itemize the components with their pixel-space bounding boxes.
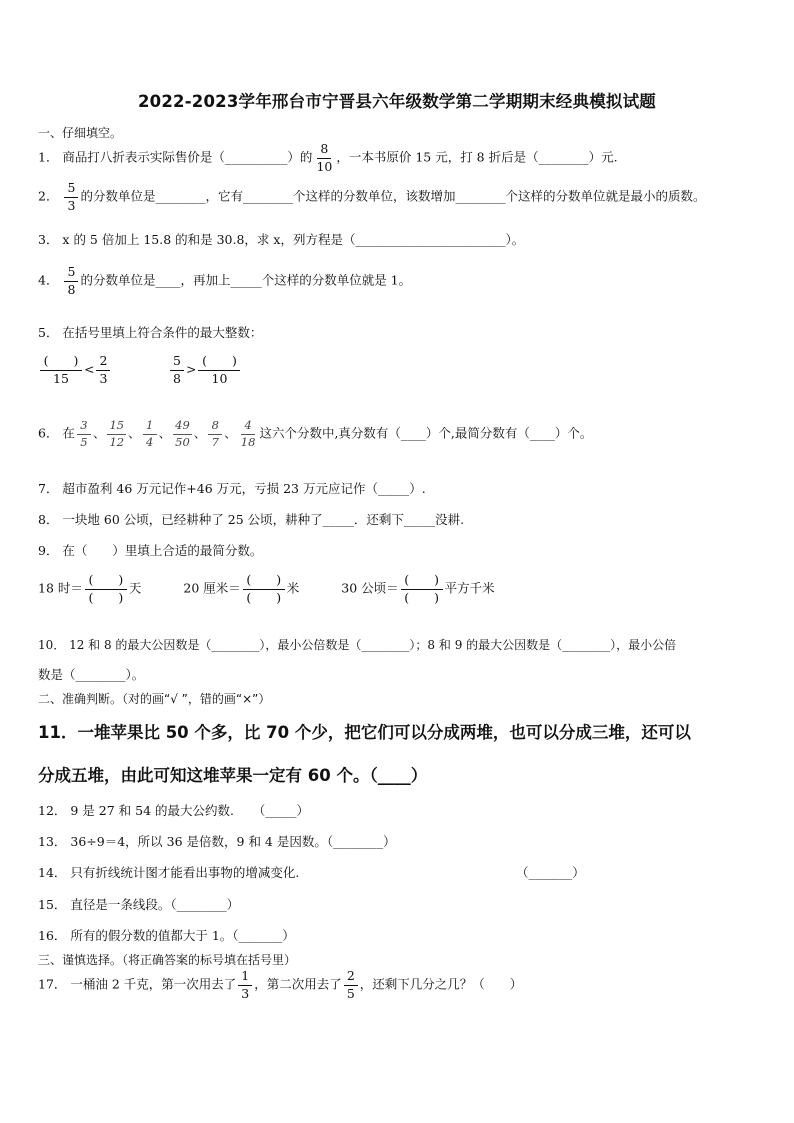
question-5-expression-1: $\frac{( )}{15}$ < $\frac{2}{3}$ xyxy=(38,355,112,385)
fraction-2-5: $\frac{2}{5}$ xyxy=(344,970,358,1000)
question-2-text: 的分数单位是________，它有________个这样的分数单位，该数增加________个这样的分数单位就是最小的质数。 xyxy=(80,188,706,204)
question-6-number: 6． 在 xyxy=(38,425,75,441)
question-6: 6． 在 $\frac{3}{5}$ 、 $\frac{15}{12}$ 、 $\frac{1}{4}$ 、 $\frac{49}{50}$ 、 $\frac{8}{7}$ 、 $\frac{4}{18}$ 这六个分数中,真分数有（____）个,最简分数有（____）个。 xyxy=(38,418,593,449)
section-heading-3: 三、谨慎选择。（将正确答案的标号填在括号里） xyxy=(38,953,297,967)
question-5: 5． 在括号里填上符合条件的最大整数： xyxy=(38,325,263,340)
question-11-line-2: 分成五堆，由此可知这堆苹果一定有 60 个。（____） xyxy=(38,766,428,785)
question-17: 17． 一桶油 2 千克，第一次用去了 $\frac{1}{3}$ ，第二次用去了 $\frac{2}{5}$ ，还剩下几分之几？（ ） xyxy=(38,968,523,1001)
question-6-text: 这六个分数中,真分数有（____）个,最简分数有（____）个。 xyxy=(259,425,593,441)
question-1 xyxy=(38,143,618,173)
section-heading-2: 二、准确判断。（对的画“√ ”，错的画“×”） xyxy=(38,692,271,706)
question-4-text: 的分数单位是____，再加上_____个这样的分数单位就是 1。 xyxy=(80,272,412,288)
question-15: 15． 直径是一条线段。（________） xyxy=(38,897,240,912)
question-10-line-2: 数是（________）。 xyxy=(38,667,145,682)
section-heading-1: 一、仔细填空。 xyxy=(38,126,123,140)
question-7: 7． 超市盈利 46 万元记作+46 万元，亏损 23 万元应记作（_____）. xyxy=(38,481,426,496)
question-8: 8． 一块地 60 公顷，已经耕种了 25 公顷，耕种了_____．还剩下_____没耕. xyxy=(38,512,465,527)
question-14-answer: （_______） xyxy=(516,865,585,880)
question-14: 14． 只有折线统计图才能看出事物的增减变化. xyxy=(38,865,300,880)
question-3: 3． x 的 5 倍加上 15.8 的和是 30.8，求 x，列方程是（________________________）。 xyxy=(38,232,525,247)
fraction-5-8: $\frac{5}{8}$ xyxy=(64,266,78,296)
question-11-line-1: 11．一堆苹果比 50 个多，比 70 个少，把它们可以分成两堆，也可以分成三堆，还可以 xyxy=(38,723,691,742)
fraction-5-3: $\frac{5}{3}$ xyxy=(64,182,78,212)
question-13: 13． 36÷9＝4，所以 36 是倍数，9 和 4 是因数。（________） xyxy=(38,834,396,849)
fraction-1-3: $\frac{1}{3}$ xyxy=(238,970,252,1000)
question-9-items: 18 时＝ $\frac{( )}{( )}$ 天 20 厘米＝ $\frac{( )}{( )}$ 米 30 公顷＝ $\frac{( )}{( )}$ 平方千米 xyxy=(38,572,495,605)
question-2-number: 2． xyxy=(38,188,59,204)
question-9: 9． 在（ ）里填上合适的最简分数。 xyxy=(38,543,263,558)
question-2 xyxy=(38,182,705,212)
fraction-8-10: $\frac{8}{10}$ xyxy=(316,141,333,174)
question-12: 12． 9 是 27 和 54 的最大公约数. （_____） xyxy=(38,803,309,818)
question-1-text-a: 1． 商品打八折表示实际售价是（__________）的 xyxy=(38,149,313,165)
question-4 xyxy=(38,266,411,296)
question-10-line-1: 10． 12 和 8 的最大公因数是（________），最小公倍数是（________）；8 和 9 的最大公因数是（________），最小公倍 xyxy=(38,638,677,652)
question-1-text-b: ，一本书原价 15 元，打 8 折后是（________）元. xyxy=(336,149,618,165)
page-title: 2022-2023学年邢台市宁晋县六年级数学第二学期期末经典模拟试题 xyxy=(138,92,656,111)
question-16: 16． 所有的假分数的值都大于 1。（_______） xyxy=(38,928,295,943)
question-4-number: 4． xyxy=(38,272,59,288)
question-5-expression-2: $\frac{5}{8}$ > $\frac{( )}{10}$ xyxy=(168,355,242,385)
